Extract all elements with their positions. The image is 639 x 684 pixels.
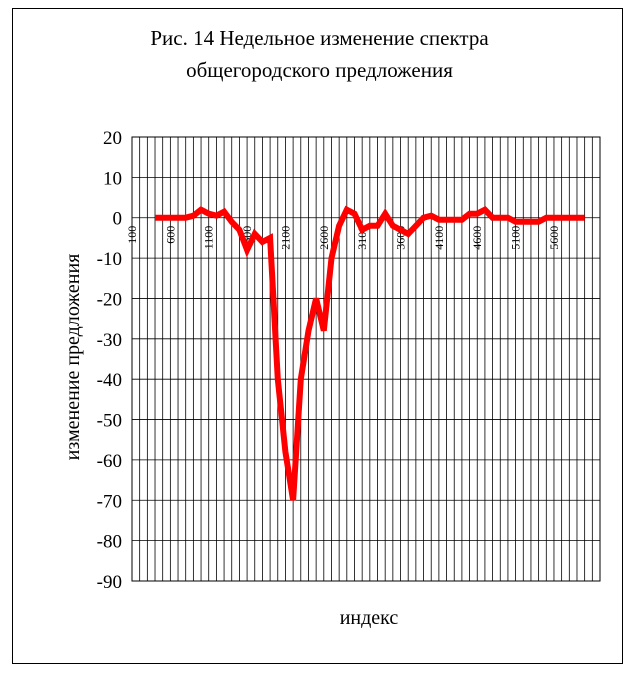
y-tick-label: -50 (96, 410, 122, 432)
y-tick-label: -20 (96, 289, 122, 311)
y-tick-label: -90 (96, 572, 122, 593)
x-tick-label: 4100 (431, 225, 446, 250)
x-tick-label: 5100 (508, 225, 523, 250)
x-tick-label: 4600 (470, 225, 485, 250)
x-tick-label: 1600 (240, 225, 255, 250)
x-tick-label: 1100 (201, 225, 216, 250)
x-tick-label: 5600 (546, 225, 561, 250)
chart-title-line1: Рис. 14 Недельное изменение спектра (150, 26, 489, 50)
y-tick-label: 20 (103, 128, 122, 149)
y-tick-label: -80 (96, 531, 122, 553)
plot-area-border (132, 137, 600, 581)
y-tick-label: -60 (96, 450, 122, 472)
chart-title-line2: общегородского предложения (186, 58, 453, 82)
y-tick-label: 10 (103, 168, 122, 190)
x-tick-label: 3600 (393, 225, 408, 250)
y-tick-label: -70 (96, 491, 122, 513)
x-tick-label: 2100 (278, 225, 293, 250)
x-tick-label: 3100 (355, 225, 370, 250)
y-tick-label: 0 (112, 208, 122, 230)
x-axis-label: индекс (339, 607, 399, 629)
x-tick-label: 2600 (316, 225, 331, 250)
x-tick-labels (125, 226, 561, 250)
y-tick-labels (97, 128, 122, 593)
vertical-gridlines (140, 137, 593, 581)
y-tick-label: -10 (96, 249, 122, 271)
x-tick-label: 600 (163, 225, 178, 244)
y-tick-label: -40 (96, 370, 122, 392)
x-tick-label: 100 (125, 225, 139, 244)
y-tick-label: -30 (96, 329, 122, 351)
y-axis-label: изменение предложения (62, 253, 84, 461)
